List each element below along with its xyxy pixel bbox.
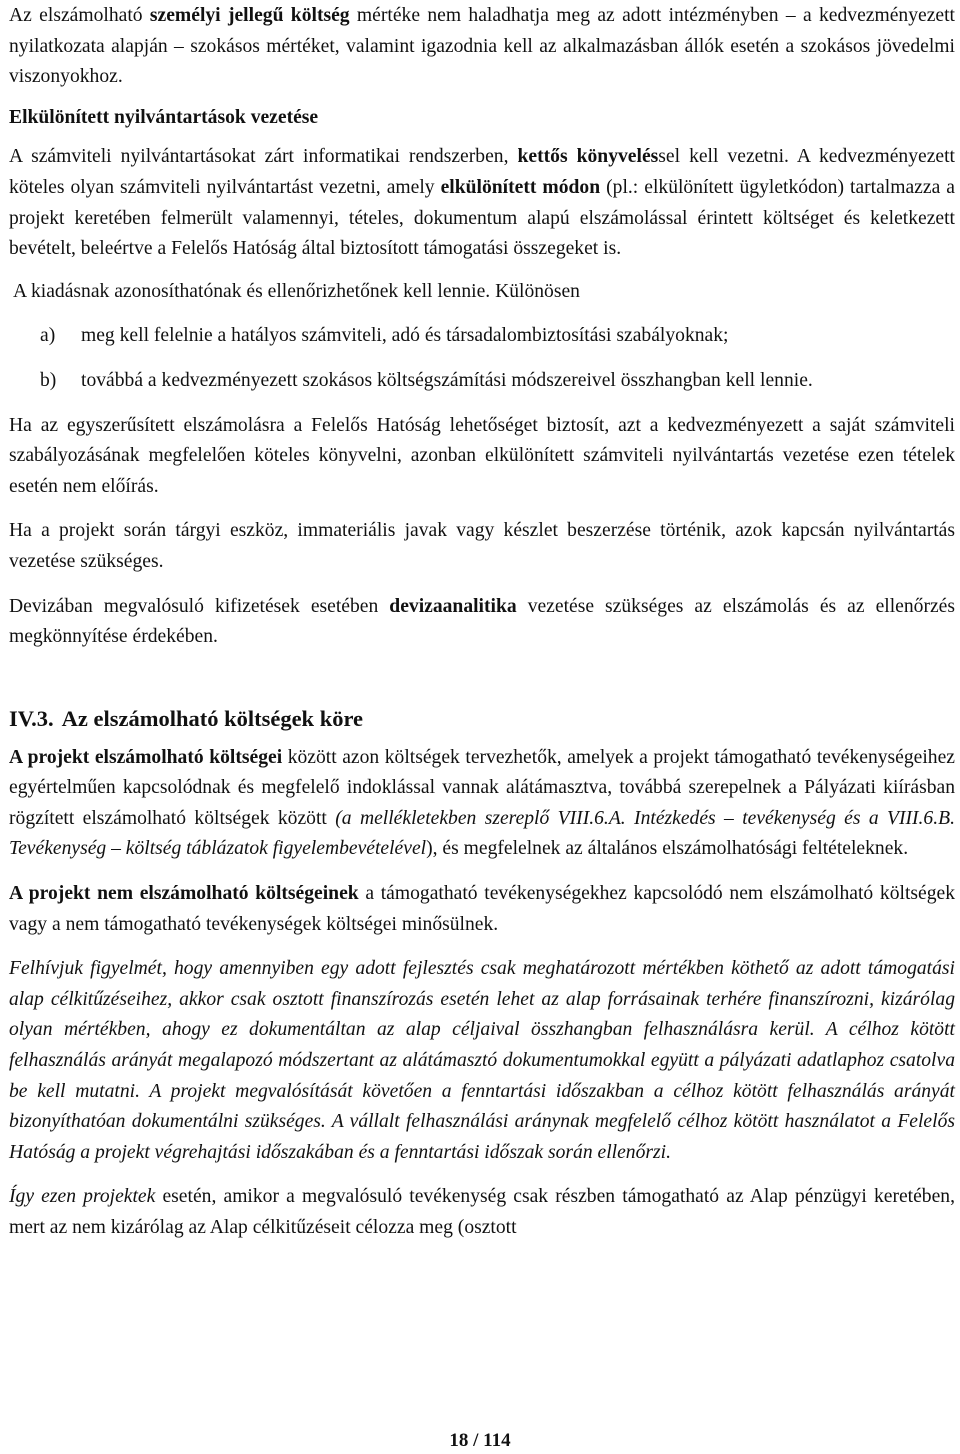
list-marker: a): [40, 325, 56, 347]
text-run: (pl.: elkülönített ügyletkódon) tartalmazza a projekt keretében felmerült valamennyi, tételes, dokumentum alapú elszámolással érintett költséget és keletkezett bevételt, beleértve a Felelős Hatóság által biztosított támogatási összegeket is.: [9, 176, 955, 260]
list-item: [9, 321, 955, 352]
italic-run: Így ezen projektek: [9, 1186, 156, 1208]
paragraph-attention-note: [9, 954, 955, 1168]
paragraph-such-projects: [9, 1182, 955, 1243]
section-number: IV.3.: [9, 705, 54, 731]
list-item: [9, 366, 955, 397]
text-run: ), és megfelelnek az általános elszámolhatósági feltételeknek.: [426, 838, 909, 860]
requirements-list: [9, 321, 955, 396]
paragraph-expense-identifiable: A kiadásnak azonosíthatónak és ellenőrizhetőnek kell lennie. Különösen: [13, 280, 580, 302]
text-run: sel kell vezetni. A kedvezményezett köteles olyan számviteli nyilvántartást vezetni, amely: [9, 146, 955, 198]
list-item-text: meg kell felelnie a hatályos számviteli, adó és társadalombiztosítási szabályoknak;: [81, 325, 729, 347]
text-run: Az elszámolható: [9, 5, 150, 26]
text-run: a támogatható tevékenységekhez kapcsolódó nem elszámolható költségek vagy a nem támogatható tevékenységek költségei minősülnek.: [9, 883, 955, 935]
paragraph-accounting-records: [9, 142, 955, 264]
italic-run: Felhívjuk figyelmét, hogy amennyiben egy adott fejlesztés csak meghatározott mértékben köthető az adott támogatási alap célkitűzéseihez, akkor csak osztott finanszírozás esetén lehet az alap forrásainak terhére finanszírozni, kizárólag olyan mértékben, ahogy ez dokumentáltan az alap céljaival összhangban felhasználásra kerül. A célhoz kötött felhasználás arányát megalapozó módszertant az alátámasztó dokumentumokkal együtt a pályázati adatlaphoz csatolva be kell mutatni. A projekt megvalósítását követően a fenntartási időszakban a célhoz kötött felhasználás arányát bizonyíthatóan dokumentálni szükséges. A vállalt felhasználási aránynak megfelelő célhoz kötött használatot a Felelős Hatóság a projekt végrehajtási időszakában és a fenntartási időszak során ellenőrzi.: [9, 958, 955, 1163]
list-marker: b): [40, 369, 57, 391]
paragraph-asset-procurement: Ha a projekt során tárgyi eszköz, immateriális javak vagy készlet beszerzése történik, azok kapcsán nyilvántartás vezetése szükséges.: [9, 520, 955, 572]
text-run: esetén, amikor a megvalósuló tevékenység csak részben támogatható az Alap pénzügyi keretében, mert az nem kizárólag az Alap célkitűzéseit célozza meg (osztott: [9, 1186, 956, 1238]
page-number: 18 / 114: [449, 1430, 511, 1451]
paragraph-personnel-costs: [9, 1, 955, 93]
document-page: [9, 1, 955, 1244]
subheading-separate-records: Elkülönített nyilvántartások vezetése: [9, 106, 319, 128]
list-item-text: továbbá a kedvezményezett szokásos költségszámítási módszereivel összhangban kell lennie.: [81, 369, 813, 391]
text-run: mértéke nem haladhatja meg az adott intézményben – a kedvezményezett nyilatkozata alapján – szokásos mértéket, valamint igazodnia kell az alkalmazásban állók esetén a szokásos jövedelmi viszonyokhoz.: [9, 5, 955, 88]
text-run: vezetése szükséges az elszámolás és az ellenőrzés megkönnyítése érdekében.: [9, 595, 955, 648]
section-title: Az elszámolható költségek köre: [61, 705, 364, 731]
bold-run: devizaanalitika: [389, 595, 517, 617]
bold-run: személyi jellegű költség: [149, 5, 350, 26]
section-heading: [9, 703, 955, 735]
bold-run: A projekt nem elszámolható költségeinek: [9, 883, 359, 905]
italic-run: (a mellékletekben szereplő VIII.6.A. Intézkedés – tevékenység és a VIII.6.B. Tevékenység – költség táblázatok figyelembevételével: [9, 807, 955, 860]
text-run: A számviteli nyilvántartásokat zárt informatikai rendszerben,: [9, 146, 518, 168]
paragraph-simplified-settlement: Ha az egyszerűsített elszámolásra a Felelős Hatóság lehetőséget biztosít, azt a kedvezményezett a saját számviteli szabályozásának megfelelően köteles könyvelni, azonban elkülönített számviteli nyilvántartás vezetése ezen tételek esetén nem előírás.: [9, 414, 955, 497]
bold-run: A projekt elszámolható költségei: [9, 746, 283, 768]
paragraph-foreign-currency: [9, 592, 955, 653]
paragraph-eligible-costs: [9, 743, 955, 865]
text-run: között azon költségek tervezhetők, amelyek a projekt támogatható tevékenységeihez egyértelműen kapcsolódnak és megfelelő indoklással vannak alátámasztva, továbbá szerepelnek a Pályázati kiírásban rögzített elszámolható költségek között: [9, 746, 956, 829]
bold-run: kettős könyvelés: [517, 146, 659, 168]
text-run: Devizában megvalósuló kifizetések esetében: [9, 595, 390, 617]
bold-run: elkülönített módon: [440, 176, 601, 198]
paragraph-non-eligible-costs: [9, 879, 955, 940]
